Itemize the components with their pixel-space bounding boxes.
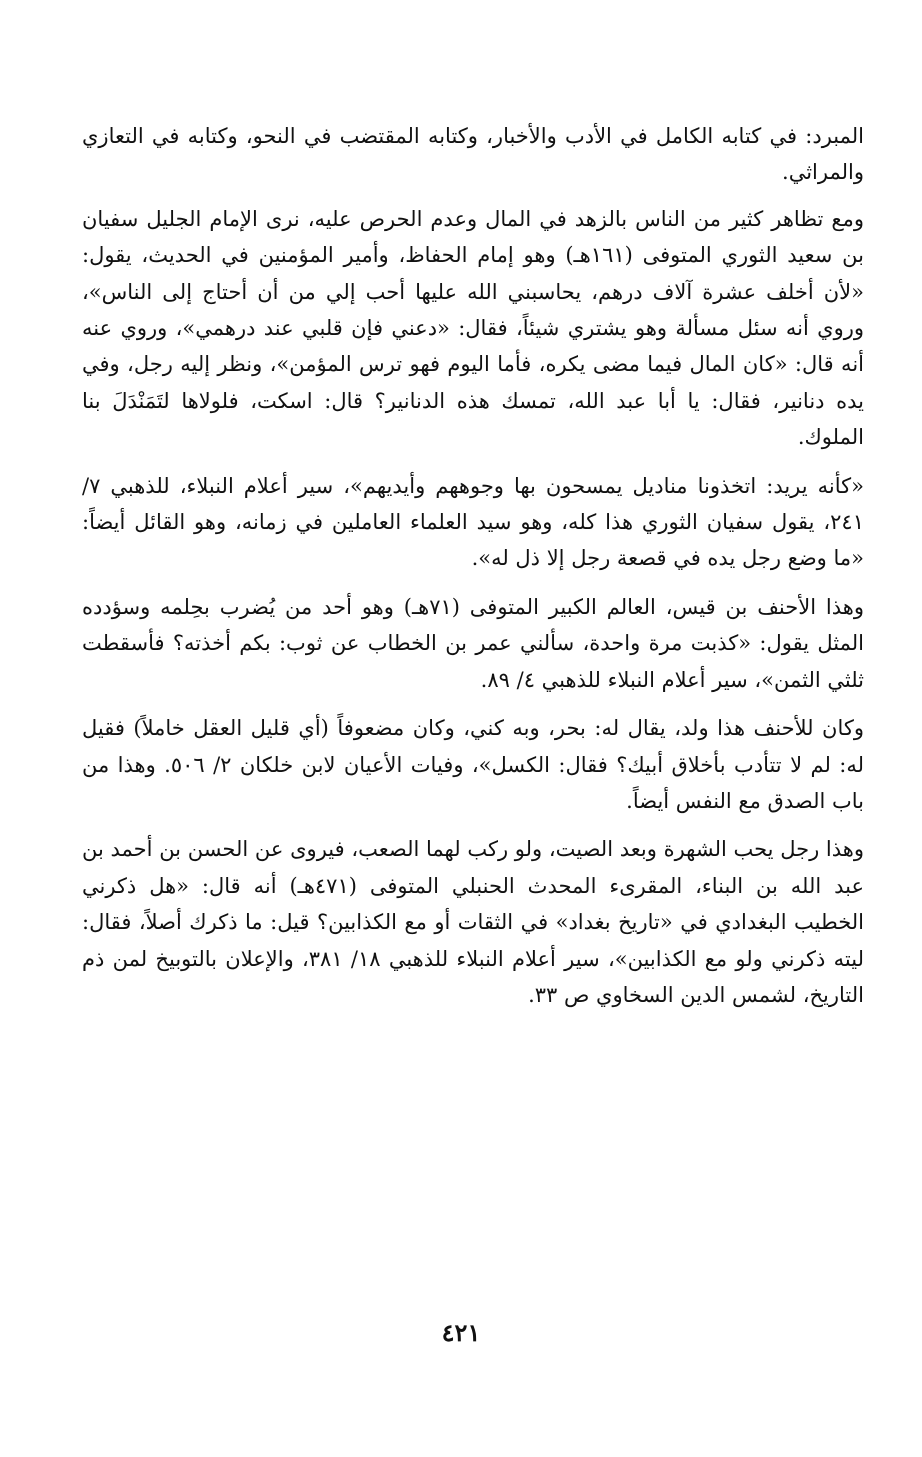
page-body	[82, 118, 864, 1025]
page-number: ٤٢١	[441, 1318, 481, 1347]
paragraph-6: وهذا رجل يحب الشهرة وبعد الصيت، ولو ركب لهما الصعب، فيروى عن الحسن بن أحمد بن عبد الله بن البناء، المقرىء المحدث الحنبلي المتوفى (٤٧١هـ) أنه قال: «هل ذكرني الخطيب البغدادي في «تاريخ بغداد» في الثقات أو مع الكذابين؟ قيل: ما ذكرك أصلاً، فقال: ليته ذكرني ولو مع الكذابين»، سير أعلام النبلاء للذهبي ١٨/ ٣٨١، والإعلان بالتوبيخ لمن ذم التاريخ، لشمس الدين السخاوي ص ٣٣.	[82, 837, 864, 1007]
paragraph-4: وهذا الأحنف بن قيس، العالم الكبير المتوفى (٧١هـ) وهو أحد من يُضرب بحِلمه وسؤدده المثل يقول: «كذبت مرة واحدة، سألني عمر بن الخطاب عن ثوب: بكم أخذته؟ فأسقطت ثلثي الثمن»، سير أعلام النبلاء للذهبي ٤/ ٨٩.	[82, 594, 864, 692]
paragraph-1: المبرد: في كتابه الكامل في الأدب والأخبار، وكتابه المقتضب في النحو، وكتابه في التعازي والمراثي.	[82, 124, 864, 185]
paragraph-3: «كأنه يريد: اتخذونا مناديل يمسحون بها وجوههم وأيديهم»، سير أعلام النبلاء، للذهبي ٧/ ٢٤١، يقول سفيان الثوري هذا كله، وهو سيد العلماء العاملين في زمانه، وهو القائل أيضاً: «ما وضع رجل يده في قصعة رجل إلا ذل له».	[82, 473, 864, 571]
paragraph-5: وكان للأحنف هذا ولد، يقال له: بحر، وبه كني، وكان مضعوفاً (أي قليل العقل خاملاً) فقيل له: لم لا تتأدب بأخلاق أبيك؟ فقال: الكسل»، وفيات الأعيان لابن خلكان ٢/ ٥٠٦. وهذا من باب الصدق مع النفس أيضاً.	[82, 716, 864, 813]
paragraph-2: ومع تظاهر كثير من الناس بالزهد في المال وعدم الحرص عليه، نرى الإمام الجليل سفيان بن سعيد الثوري المتوفى (١٦١هـ) وهو إمام الحفاظ، وأمير المؤمنين في الحديث، يقول: «لأن أخلف عشرة آلاف درهم، يحاسبني الله عليها أحب إلي من أن أحتاج إلى الناس»، وروي أنه سئل مسألة وهو يشتري شيئاً، فقال: «دعني فإن قلبي عند درهمي»، وروي عنه أنه قال: «كان المال فيما مضى يكره، فأما اليوم فهو ترس المؤمن»، ونظر إليه رجل، وفي يده دنانير، فقال: يا أبا عبد الله، تمسك هذه الدنانير؟ قال: اسكت، فلولاها لتَمَنْدَلَ بنا الملوك.	[82, 206, 864, 450]
